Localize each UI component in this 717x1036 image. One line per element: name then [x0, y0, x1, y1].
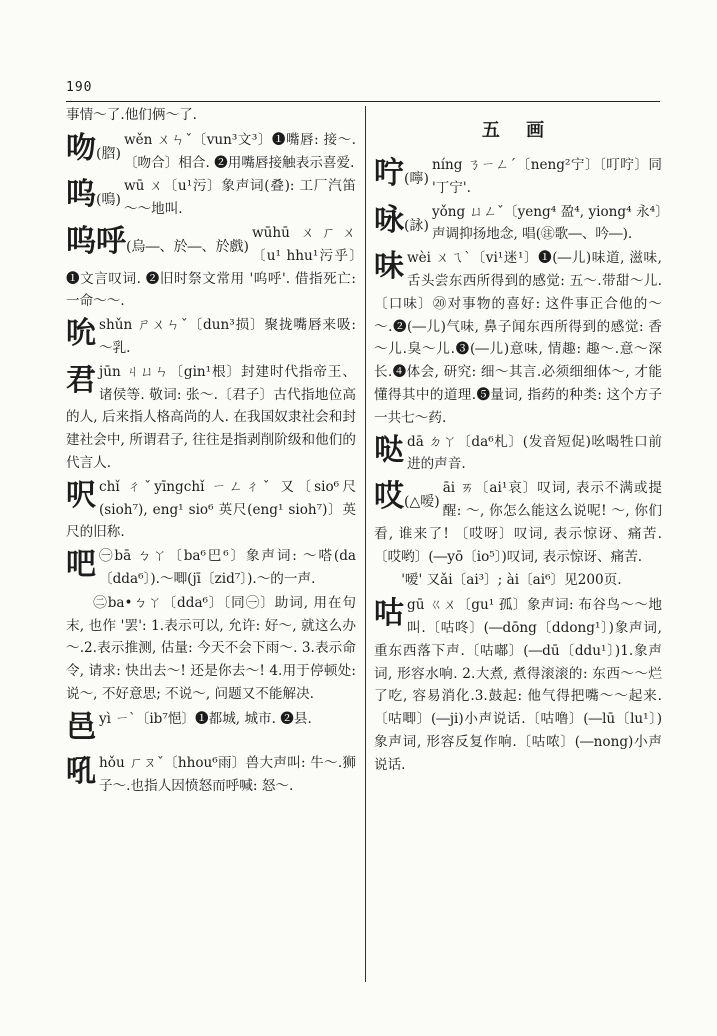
- headword: [374, 596, 404, 637]
- dict-entry: [66, 476, 356, 544]
- left-column: [66, 104, 361, 984]
- definition: ㊀bā ㄅㄚ〔ba⁶巴⁶〕象声词: ～嗒(da〔dda⁶〕).～唧(jī〔zid⁷〕).～的一声.: [99, 548, 356, 587]
- headword-variant: (烏―、於―、於戲): [126, 238, 249, 255]
- headword-char: 吻: [66, 130, 96, 166]
- dict-entry: [374, 247, 667, 429]
- sub-entry: ㊁ba•ㄅㄚ〔dda⁶〕〔同㊀〕助词, 用在句末, 也作 '罢': 1.表示可以, 允许: 好～, 就这么办～.2.表示推测, 估量: 今天不会下雨～. 3.表示命令, 请求: 快出去～! 还是你去～! 4.用于停顿处: 说～, 不好意思; 不说～, 问题又不能解决.: [66, 594, 356, 702]
- dict-entry: [66, 545, 356, 591]
- headword-char: 哎: [374, 479, 404, 515]
- headword: [374, 249, 404, 290]
- page-number: 190: [66, 80, 93, 95]
- definition: yì ㄧˋ〔ib⁷悒〕❶都城, 城市. ❷县.: [99, 710, 312, 727]
- headword-char: 咕: [374, 596, 404, 632]
- headword-variant: (詠): [404, 217, 429, 234]
- headword-char: 味: [374, 249, 404, 285]
- headword: [66, 547, 96, 588]
- definition: wèi ㄨㄟˋ〔vi¹迷¹〕❶(―儿)味道, 滋味, 舌头尝东西所得到的感觉: 五～.带甜～儿.〔口味〕⑳对事物的喜好: 这件事正合他的～～.❷(―儿)气味, 鼻子闻东西所得到的感觉: 香～儿.臭～儿.❸(―儿)意味, 情趣: 趣～.意～深长.❹体会, 研究: 细～其言.必须细细体～, 才能懂得其中的道理.❺量词, 指药的种类: 这个方子一共七～药.: [374, 250, 667, 426]
- dict-entry: [66, 222, 361, 313]
- continuation-text: 事情～了.他们俩～了.: [66, 107, 197, 123]
- definition: jūn ㄐㄩㄣ〔gin¹根〕封建时代指帝王、诸侯等. 敬词: 张～.〔君子〕古代指地位高的人, 后来指人格高尚的人. 在我国奴隶社会和封建社会中, 所谓君子, 往往是指剥削阶级和他们的代言人.: [66, 363, 356, 471]
- dict-entry: [66, 175, 356, 221]
- headword: [66, 177, 121, 218]
- headword: [66, 710, 96, 751]
- dict-entry: [374, 477, 662, 568]
- right-column: [374, 104, 667, 984]
- cross-reference-note: '嗳' 又ǎi〔ai³〕; ài〔ai⁶〕见200页.: [401, 572, 622, 589]
- headword: [66, 316, 96, 357]
- headword-char: 邑: [66, 709, 96, 745]
- dict-entry: [66, 752, 356, 798]
- definition: níng ㄋㄧㄥˊ〔neng²宁〕〔叮咛〕同 '丁宁'.: [431, 157, 667, 196]
- definition: chǐ ㄔˇyīngchǐ ㄧㄥㄔˇ 又〔sio⁶尺(sioh⁷), eng¹ sio⁶ 英尺(eng¹ sioh⁷)〕英尺的旧称.: [66, 478, 356, 541]
- dict-entry: [66, 361, 356, 475]
- headword-char: 咛: [374, 156, 404, 191]
- dict-entry: [374, 594, 667, 776]
- headword: [374, 203, 429, 244]
- dict-entry: [66, 314, 361, 360]
- dict-entry: [66, 708, 356, 751]
- definition: shǔn ㄕㄨㄣˇ〔dun³损〕聚拢嘴唇来吸: ～乳.: [99, 317, 361, 356]
- headword-variant: (鳴): [96, 192, 121, 209]
- definition: dā ㄉㄚ〔da⁶札〕(发音短促)吆喝牲口前进的声音.: [407, 433, 662, 473]
- headword: [374, 156, 429, 197]
- dict-entry: [374, 154, 667, 200]
- top-rule: [66, 101, 660, 102]
- headword: [66, 224, 249, 265]
- dict-entry: [374, 431, 662, 477]
- definition: yǒng ㄩㄥˇ〔yeng⁴ 盈⁴, yiong⁴ 永⁴〕声调抑扬地念, 唱(㊟歌―、吟―).: [431, 203, 662, 243]
- definition: wěn ㄨㄣˇ〔vun³文³〕❶嘴唇: 接～.〔吻合〕相合. ❷用嘴唇接触表示喜爱.: [123, 131, 356, 171]
- headword: [374, 433, 404, 474]
- headword-char: 吮: [66, 316, 96, 352]
- definition: hǒu ㄏㄡˇ〔hhou⁶雨〕兽大声叫: 牛～.狮子～.也指人因愤怒而呼喊: 怒～.: [99, 754, 356, 794]
- headword: [66, 754, 96, 795]
- dict-entry: [374, 201, 662, 247]
- headword-char: 君: [66, 362, 96, 398]
- headword-char: 吧: [66, 547, 96, 583]
- section-title: 五 画: [481, 120, 555, 141]
- headword-variant: (脗): [96, 145, 121, 162]
- column-divider: [365, 106, 366, 982]
- definition: wū ㄨ〔u¹污〕象声词(叠): 工厂汽笛～～地叫.: [123, 178, 356, 218]
- dict-entry: [66, 129, 356, 175]
- headword: [66, 363, 96, 404]
- headword-char: 吼: [66, 753, 96, 789]
- headword-variant: (△嗳): [404, 494, 440, 511]
- headword: [66, 131, 121, 172]
- headword: [374, 479, 440, 520]
- headword: [66, 478, 96, 519]
- headword-char: 呜呼: [66, 223, 126, 259]
- definition: wūhū ㄨㄏㄨ〔u¹ hhu¹污乎〕❶文言叹词. ❷旧时祭文常用 '呜呼'. 借指死亡: 一命～～.: [66, 224, 361, 310]
- headword-char: 咏: [374, 202, 404, 238]
- headword-char: 哒: [374, 432, 404, 468]
- definition: gū ㄍㄨ〔gu¹ 孤〕象声词: 布谷鸟～～地叫.〔咕咚〕(―dōng〔ddong¹〕)象声词, 重东西落下声.〔咕嘟〕(―dū〔ddu¹〕)1.象声词, 形容水响. 2.大煮, 煮得滚滚的: 东西～～烂了吃, 容易消化.3.鼓起: 他气得把嘴～～起来.〔咕唧〕(―ji)小声说话.〔咕噜〕(―lū〔lu¹〕)象声词, 形容反复作响.〔咕哝〕(―nong)小声说话.: [374, 597, 667, 773]
- headword-char: 呜: [66, 177, 96, 213]
- headword-variant: (嚀): [404, 171, 429, 187]
- headword-char: 呎: [66, 477, 96, 513]
- definition: āi ㄞ〔ai¹哀〕叹词, 表示不满或提醒: ～, 你怎么能这么说呢! ～, 你们看, 谁来了! 〔哎呀〕叹词, 表示惊讶、痛苦.〔哎哟〕(―yō〔io⁵〕)叹词, 表示惊讶、痛苦.: [374, 480, 662, 565]
